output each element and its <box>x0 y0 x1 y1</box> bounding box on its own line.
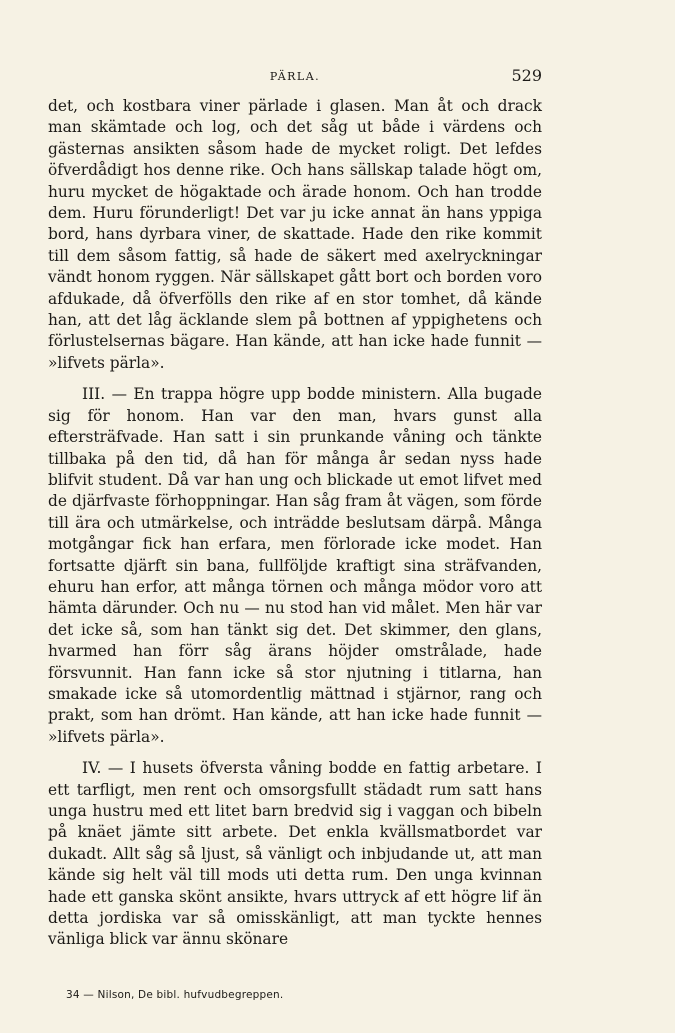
body-text <box>48 96 542 951</box>
page-number: 529 <box>511 66 542 85</box>
running-title: PÄRLA. <box>269 70 321 83</box>
paragraph-2: III. — En trappa högre upp bodde ministern. Alla bugade sig för honom. Han var den man, hvars gunst alla eftersträfvade. Han satt i sin prunkande våning och tänkte tillbaka på den tid, då han för många år sedan nyss hade blifvit student. Då var han ung och blickade ut emot lifvet med de djärfvaste förhoppningar. Han såg fram åt vägen, som förde till ära och utmärkelse, och inträdde beslutsam därpå. Många motgångar fick han erfara, men förlorade icke modet. Han fortsatte djärft sin bana, fullföljde kraftigt sina sträfvanden, ehuru han erfor, att många törnen och många mödor voro att hämta därunder. Och nu — nu stod han vid målet. Men här var det icke så, som han tänkt sig det. Det skimmer, den glans, hvarmed han förr såg ärans höjder omstrålade, hade försvunnit. Han fann icke så stor njutning i titlarna, han smakade icke så utomordentlig mättnad i stjärnor, rang och prakt, som han drömt. Han kände, att han icke hade funnit — »lifvets pärla». <box>48 385 542 746</box>
page-header <box>48 66 542 86</box>
signature-mark: 34 — Nilson, De bibl. hufvudbegreppen. <box>66 989 284 1001</box>
paragraph-3: IV. — I husets öfversta våning bodde en fattig arbetare. I ett tarfligt, men rent och omsorgsfullt städadt rum satt hans unga hustru med ett litet barn bredvid sig i vaggan och bibeln på knäet jämte sitt arbete. Det enkla kvällsmatbordet var dukadt. Allt såg så ljust, så vänligt och inbjudande ut, att man kände sig helt väl till mods uti detta rum. Den unga kvinnan hade ett ganska skönt ansikte, hvars uttryck af ett högre lif än detta jordiska var så omisskänligt, att man tyckte hennes vänliga blick var ännu skönare <box>48 759 542 949</box>
paragraph-1: det, och kostbara viner pärlade i glasen. Man åt och drack man skämtade och log, och det såg ut både i värdens och gästernas ansikten såsom hade de mycket roligt. Det lefdes öfverdådigt hos denne rike. Och hans sällskap talade högt om, huru mycket de högaktade och ärade honom. Och han trodde dem. Huru förunderligt! Det var ju icke annat än hans yppiga bord, hans dyrbara viner, de skattade. Hade den rike kommit till dem såsom fattig, så hade de säkert med axelryckningar vändt honom ryggen. När sällskapet gått bort och borden voro afdukade, då öfverfölls den rike af en stor tomhet, då kände han, att det låg äcklande slem på bottnen af yppighetens och förlustelsernas bägare. Han kände, att han icke hade funnit — »lifvets pärla». <box>48 97 542 372</box>
